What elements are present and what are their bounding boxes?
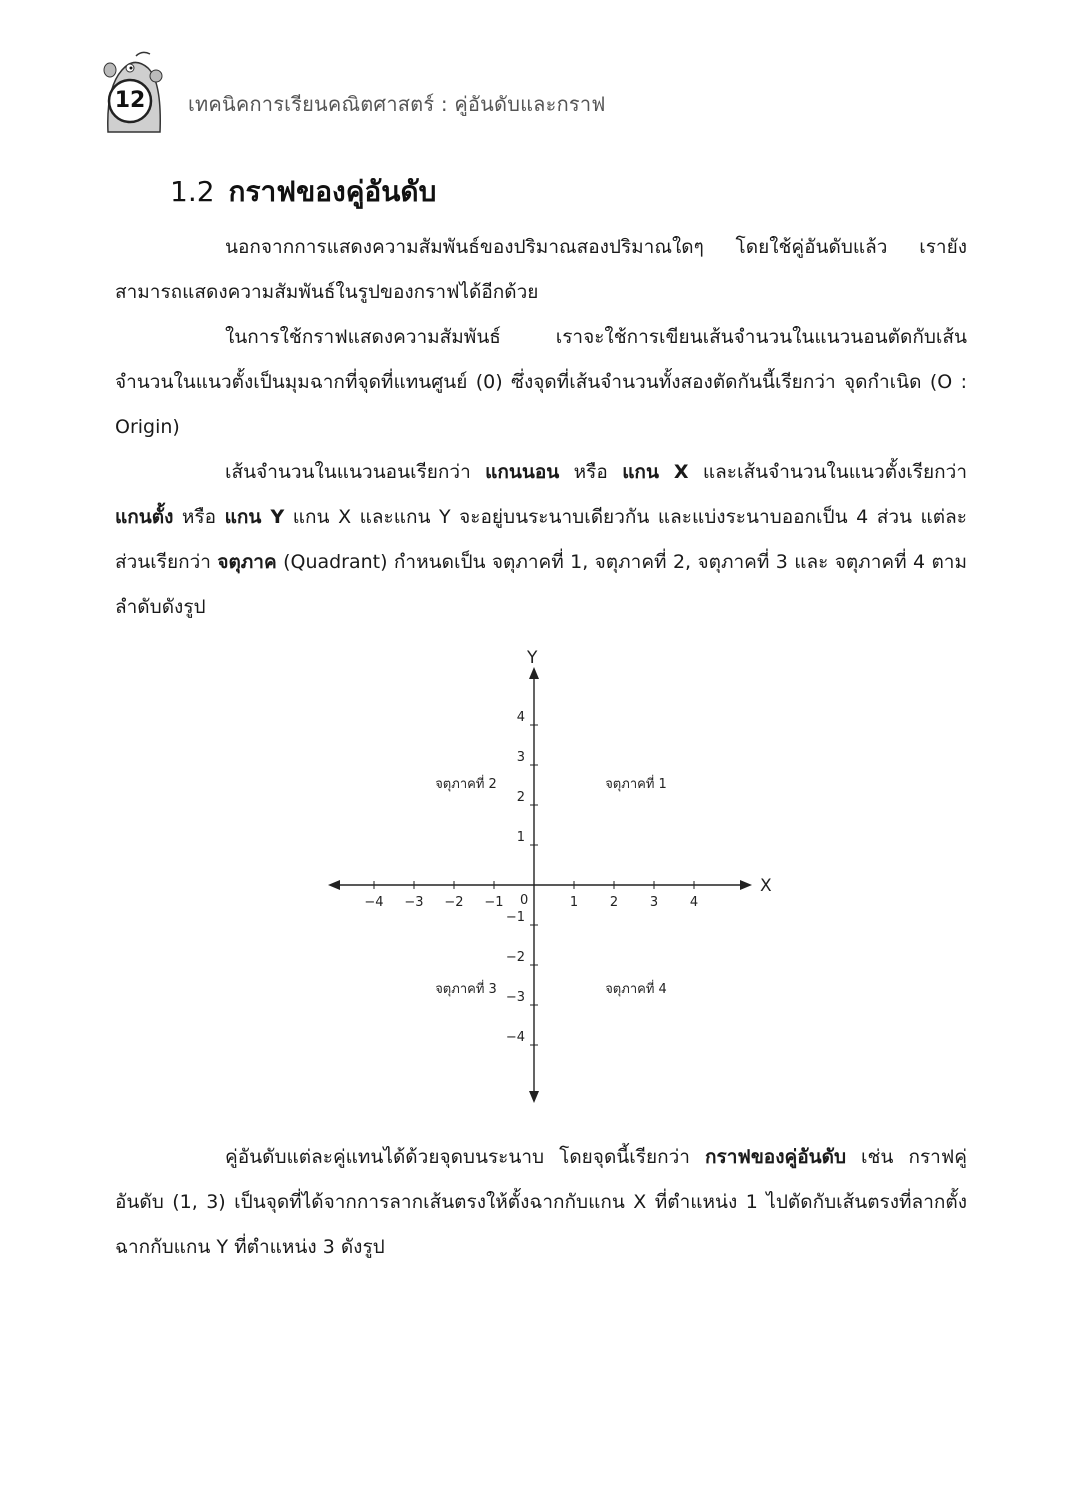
y-axis-arrow-up-icon [529, 667, 539, 679]
x-tick-label: 2 [609, 895, 619, 910]
section-title [170, 170, 436, 214]
term-x-axis: แกน X [622, 461, 689, 483]
paragraph-4-text: เช่น กราฟคู่อันดับ (1, 3) เป็นจุดที่ได้จากการลากเส้นตรงให้ตั้งฉากกับแกน X ที่ตำแหน่ง 1 ไปตัดกับเส้นตรงที่ลากตั้งฉากกับแกน Y ที่ตำแหน่ง 3 ดังรูป [115, 1146, 967, 1258]
paragraph-2 [115, 315, 967, 450]
x-axis-arrow-right-icon [740, 880, 752, 890]
y-tick-label: −1 [505, 910, 525, 925]
x-axis-arrow-left-icon [328, 880, 340, 890]
paragraph-4-text: คู่อันดับแต่ละคู่แทนได้ด้วยจุดบนระนาบ โดยจุดนี้เรียกว่า [225, 1146, 705, 1168]
quadrant-label: จตุภาคที่ 2 [435, 777, 497, 792]
paragraph-3-text: หรือ [173, 506, 225, 528]
y-tick-label: −4 [505, 1030, 525, 1045]
coordinate-plane-chart [320, 648, 772, 1105]
term-ordered-pair-graph: กราฟของคู่อันดับ [704, 1146, 846, 1168]
x-tick-label: 4 [689, 895, 699, 910]
x-tick-label: 3 [649, 895, 659, 910]
paragraph-3 [115, 450, 967, 630]
x-axis-label: X [760, 876, 772, 896]
y-tick-label: −3 [505, 990, 525, 1005]
section-title-text: กราฟของคู่อันดับ [228, 175, 437, 208]
y-tick-label: 3 [516, 750, 525, 765]
term-vertical-axis: แกนตั้ง [115, 506, 174, 528]
quadrant-label: จตุภาคที่ 3 [435, 982, 497, 997]
x-tick-label: 1 [569, 895, 579, 910]
quadrant-label: จตุภาคที่ 1 [605, 777, 667, 792]
running-title: เทคนิคการเรียนคณิตศาสตร์ : คู่อันดับและกราฟ [188, 92, 606, 116]
x-tick-label: −1 [484, 895, 504, 910]
term-quadrant: จตุภาค [217, 551, 277, 573]
quadrant-label: จตุภาคที่ 4 [605, 982, 667, 997]
y-tick-label: −2 [505, 950, 525, 965]
paragraph-4 [115, 1135, 967, 1270]
x-tick-label: −2 [444, 895, 464, 910]
x-tick-label: −3 [404, 895, 424, 910]
y-axis-label: Y [527, 648, 538, 668]
paragraph-3-text: (Quadrant) กำหนดเป็น จตุภาคที่ 1, จตุภาคที่ 2, จตุภาคที่ 3 และ จตุภาคที่ 4 ตามลำดับดังรูป [115, 551, 967, 618]
y-tick-label: 4 [516, 710, 525, 725]
section-number: 1.2 [170, 175, 215, 208]
paragraph-3-text: เส้นจำนวนในแนวนอนเรียกว่า [225, 461, 486, 483]
page-header [100, 48, 1000, 138]
origin-label: 0 [520, 893, 529, 908]
term-y-axis: แกน Y [224, 506, 285, 528]
page-number: 12 [114, 88, 146, 113]
y-axis-arrow-down-icon [529, 1091, 539, 1103]
paragraph-3-text: แกน X และแกน Y จะอยู่บนระนาบเดียวกัน และแบ่งระนาบออกเป็น 4 ส่วน แต่ละส่วนเรียกว่า [115, 506, 967, 573]
paragraph-1-text: นอกจากการแสดงความสัมพันธ์ของปริมาณสองปริมาณใดๆ โดยใช้คู่อันดับแล้ว เรายังสามารถแสดงความสัมพันธ์ในรูปของกราฟได้อีกด้วย [115, 236, 967, 303]
term-horizontal-axis: แกนนอน [485, 461, 560, 483]
y-tick-label: 2 [516, 790, 525, 805]
paragraph-2-text: ในการใช้กราฟแสดงความสัมพันธ์ เราจะใช้การเขียนเส้นจำนวนในแนวนอนตัดกับเส้นจำนวนในแนวตั้งเป็นมุมฉากที่จุดที่แทนศูนย์ (0) ซึ่งจุดที่เส้นจำนวนทั้งสองตัดกันนี้เรียกว่า จุดกำเนิด (O : Origin) [115, 326, 967, 438]
y-tick-label: 1 [516, 830, 525, 845]
paragraph-1 [115, 225, 967, 315]
paragraph-3-text: หรือ [559, 461, 623, 483]
x-tick-label: −4 [364, 895, 384, 910]
paragraph-3-text: และเส้นจำนวนในแนวตั้งเรียกว่า [688, 461, 967, 483]
